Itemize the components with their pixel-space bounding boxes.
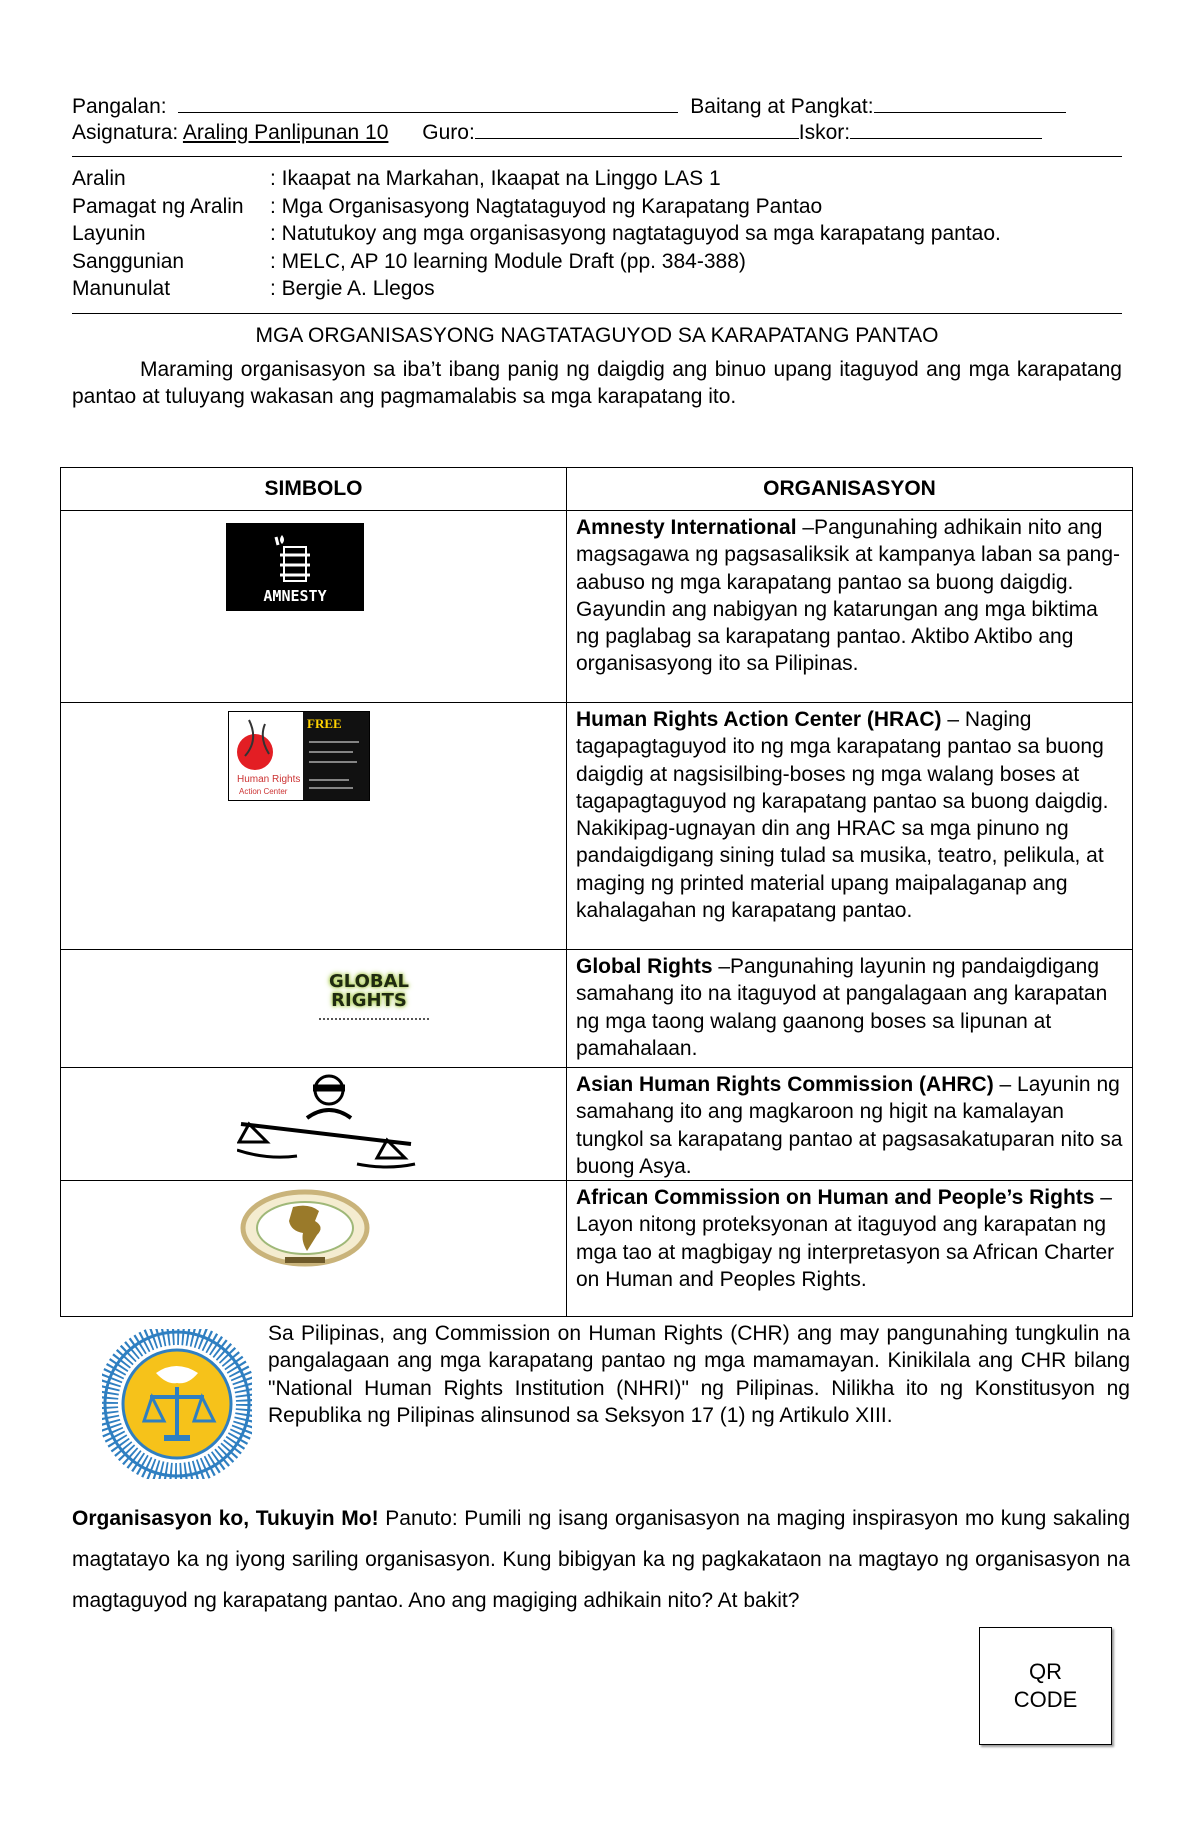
subject-value: Araling Panlipunan 10 bbox=[182, 121, 389, 144]
org-description bbox=[567, 1068, 1132, 1180]
amnesty-logo-text: AMNESTY bbox=[263, 587, 327, 605]
global-rights-logo-text: GLOBAL RIGHTS bbox=[328, 971, 410, 1011]
lesson-info-value: : Ikaapat na Markahan, Ikaapat na Linggo LAS 1 bbox=[270, 167, 721, 190]
table-row bbox=[61, 1068, 1133, 1181]
info-rule bbox=[72, 313, 1122, 314]
org-description bbox=[567, 703, 1132, 924]
org-cell bbox=[567, 1068, 1133, 1181]
chr-paragraph: Sa Pilipinas, ang Commission on Human Rights (CHR) ang may pangunahing tungkulin na pangalagaan ang mga karapatang pantao ng mga mamamayan. Kinikilala ang CHR bilang "National Human Rights Institution (NHRI)" ng Pilipinas. Nilikha ito ng Konstitusyon ng Republika ng Pilipinas alinsunod sa Seksyon 17 (1) ng Artikulo XIII. bbox=[268, 1322, 1130, 1427]
worksheet bbox=[72, 92, 1122, 410]
subject-teacher-line bbox=[72, 118, 1122, 144]
hrac-logo-text: FREE bbox=[307, 716, 342, 731]
org-description bbox=[567, 511, 1132, 678]
org-text: –Layon nitong proteksyonan at itaguyod ang karapatan ng mga tao at magbigay ng interpretasyon sa African Charter on Human and Peoples Rights. bbox=[576, 1186, 1115, 1292]
qr-code-label: QR CODE bbox=[1013, 1659, 1078, 1712]
header-rule bbox=[72, 156, 1122, 157]
org-text: –Pangunahing layunin ng pandaigdigang samahang ito na itaguyod at pangalagaan ang karapatan ng mga taong walang gaanong boses sa lipunan at pamahalaan. bbox=[576, 955, 1108, 1060]
col-symbol-header: SIMBOLO bbox=[61, 468, 567, 511]
lesson-info-key: Pamagat ng Aralin bbox=[72, 194, 244, 218]
symbol-cell bbox=[61, 511, 567, 703]
lesson-info-row bbox=[72, 165, 1122, 193]
hrac-logo bbox=[228, 711, 370, 801]
org-name: Human Rights Action Center (HRAC) bbox=[576, 708, 942, 731]
svg-text:Human Rights: Human Rights bbox=[237, 774, 301, 785]
lesson-info-row bbox=[72, 193, 1122, 221]
org-name: Asian Human Rights Commission (AHRC) bbox=[576, 1073, 994, 1096]
symbol-cell bbox=[61, 1181, 567, 1317]
teacher-label: Guro: bbox=[422, 121, 475, 144]
org-description bbox=[567, 1181, 1132, 1293]
lesson-info bbox=[72, 165, 1122, 303]
activity-title: Organisasyon ko, Tukuyin Mo! bbox=[72, 1507, 379, 1530]
lesson-info-row bbox=[72, 248, 1122, 276]
table-row bbox=[61, 1181, 1133, 1317]
amnesty-logo bbox=[226, 523, 364, 611]
table-header-row bbox=[61, 468, 1133, 511]
org-cell bbox=[567, 511, 1133, 703]
lesson-info-row bbox=[72, 220, 1122, 248]
org-text: – Layunin ng samahang ito ang magkaroon ng higit na kamalayan tungkol sa karapatang pantao at pagsasakatuparan nito sa buong Asya. bbox=[576, 1073, 1123, 1178]
org-cell bbox=[567, 703, 1133, 950]
african-commission-logo bbox=[239, 1187, 371, 1269]
lesson-info-value: : Mga Organisasyong Nagtataguyod ng Karapatang Pantao bbox=[270, 194, 823, 218]
score-blank[interactable] bbox=[850, 118, 1042, 139]
org-text: –Pangunahing adhikain nito ang magsagawa ng pagsasaliksik at kampanya laban sa pang-aabuso ng mga karapatang pantao sa buong daigdig. Gayundin ang nabigyan ng katarungan ang mga biktima ng paglabag sa karapatang pantao. Aktibo Aktibo ang organisasyong ito sa Pilipinas. bbox=[576, 516, 1121, 676]
name-label: Pangalan: bbox=[72, 95, 167, 118]
svg-text:Action Center: Action Center bbox=[239, 787, 288, 796]
lesson-info-value: : MELC, AP 10 learning Module Draft (pp. 384-388) bbox=[270, 249, 746, 273]
org-name: African Commission on Human and People’s Rights bbox=[576, 1186, 1095, 1210]
chr-seal-logo bbox=[102, 1329, 252, 1479]
subject-label: Asignatura: bbox=[72, 121, 179, 144]
org-name: Global Rights bbox=[576, 955, 713, 978]
intro-paragraph: Maraming organisasyon sa iba’t ibang panig ng daigdig ang binuo upang itaguyod ang mga karapatang pantao at tuluyang wakasan ang pagmamalabis sa mga karapatang ito. bbox=[72, 357, 1122, 408]
org-description bbox=[567, 950, 1132, 1062]
grade-label: Baitang at Pangkat: bbox=[690, 95, 874, 118]
teacher-blank[interactable] bbox=[475, 118, 799, 139]
symbol-cell bbox=[61, 1068, 567, 1181]
lesson-info-value: : Bergie A. Llegos bbox=[270, 277, 435, 300]
global-rights-logo bbox=[319, 972, 429, 1032]
lesson-info-key: Aralin bbox=[72, 167, 126, 190]
lesson-info-row bbox=[72, 275, 1122, 303]
col-org-header: ORGANISASYON bbox=[567, 468, 1133, 511]
lesson-info-value: : Natutukoy ang mga organisasyong nagtataguyod sa mga karapatang pantao. bbox=[270, 222, 1001, 245]
org-cell bbox=[567, 950, 1133, 1068]
org-cell bbox=[567, 1181, 1133, 1317]
org-name: Amnesty International bbox=[576, 516, 797, 539]
qr-code-box[interactable] bbox=[979, 1627, 1112, 1745]
organizations-table bbox=[60, 467, 1133, 1317]
lesson-info-key: Manunulat bbox=[72, 277, 171, 300]
symbol-cell bbox=[61, 950, 567, 1068]
activity-section bbox=[72, 1498, 1130, 1621]
ahrc-scales-logo bbox=[237, 1072, 417, 1176]
table-row bbox=[61, 950, 1133, 1068]
score-label: Iskor: bbox=[798, 121, 851, 144]
name-blank[interactable] bbox=[178, 92, 678, 113]
name-grade-line bbox=[72, 92, 1122, 118]
lesson-info-key: Sanggunian bbox=[72, 249, 185, 273]
table-row bbox=[61, 703, 1133, 950]
grade-blank[interactable] bbox=[874, 92, 1066, 113]
activity-instructions: Panuto: Pumili ng isang organisasyon na maging inspirasyon mo kung sakaling magtatayo ka ng iyong sariling organisasyon. Kung bibigyan ka ng pagkakataon na magtayo ng organisasyon na magtaguyod ng karapatang pantao. Ano ang magiging adhikain nito? At bakit? bbox=[72, 1507, 1131, 1612]
org-text: – Naging tagapagtaguyod ito ng mga karapatang pantao sa buong daigdig at nagsisilbing-boses ng mga walang boses at tagapagtaguyod ng karapatang pantao sa buong daigdig. Nakikipag-ugnayan din ang HRAC sa mga pinuno ng pandaigdigang sining tulad sa musika, teatro, pelikula, at maging ng printed material upang maipalaganap ang kahalagahan ng karapatang pantao. bbox=[576, 708, 1109, 923]
symbol-cell bbox=[61, 703, 567, 950]
table-row bbox=[61, 511, 1133, 703]
page-title: MGA ORGANISASYONG NAGTATAGUYOD SA KARAPATANG PANTAO bbox=[255, 323, 939, 347]
lesson-info-key: Layunin bbox=[72, 222, 146, 245]
